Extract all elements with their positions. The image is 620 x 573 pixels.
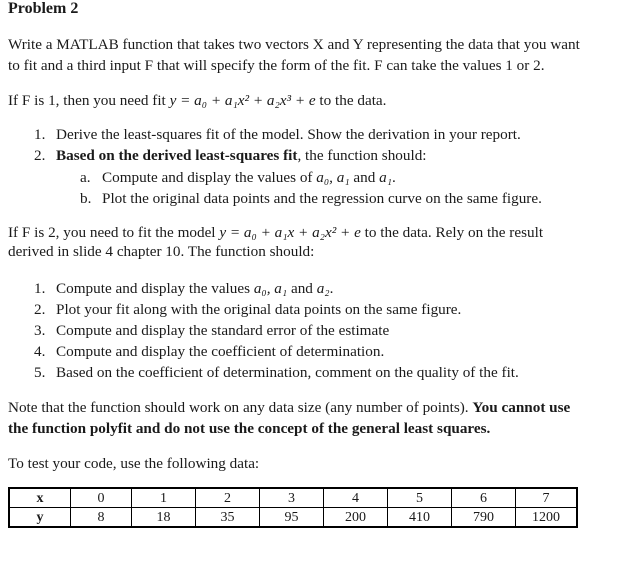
case2-item-1 — [34, 279, 333, 299]
problem-title: Problem 2 — [8, 0, 79, 17]
case1-item-1-text: Derive the least-squares fit of the model. Show the derivation in your report. — [56, 126, 521, 143]
case1-subitem-a-math2: a₁ — [379, 169, 393, 186]
case1-subitem-a-num: a. — [80, 169, 91, 186]
table-cell: 410 — [388, 508, 452, 528]
case1-subitem-a-end: . — [392, 169, 396, 186]
case1-item-2-text: , the function should: — [297, 147, 427, 164]
case2-item-1-and: and — [287, 280, 317, 297]
table-header-x: x — [9, 488, 71, 508]
table-cell: 2 — [196, 488, 260, 508]
case2-item-2-num: 2. — [34, 301, 46, 318]
test-intro: To test your code, use the following data: — [8, 455, 260, 472]
case2-item-3 — [34, 321, 389, 341]
case2-item-2 — [34, 300, 461, 320]
case2-lead: If F is 2, you need to fit the model — [8, 224, 220, 241]
case1-item-2-num: 2. — [34, 147, 46, 164]
note-line-1 — [8, 398, 570, 418]
case2-item-5 — [34, 363, 519, 383]
note-text: Note that the function should work on any data size (any number of points). — [8, 399, 473, 416]
data-table — [8, 487, 578, 528]
case2-item-4-text: Compute and display the coefficient of determination. — [56, 343, 385, 360]
table-cell: 0 — [71, 488, 132, 508]
table-cell: 1 — [132, 488, 196, 508]
table-cell: 3 — [260, 488, 324, 508]
case1-item-2 — [34, 146, 427, 166]
case2-item-1-end: . — [329, 280, 334, 297]
intro-line-1: Write a MATLAB function that takes two vectors X and Y representing the data that you want — [8, 36, 580, 53]
case2-item-5-text: Based on the coefficient of determination, comment on the quality of the fit. — [56, 364, 519, 381]
case1-lead: If F is 1, then you need fit — [8, 92, 170, 109]
case2-item-3-num: 3. — [34, 322, 46, 339]
table-cell: 790 — [452, 508, 516, 528]
case2-model: y = a₀ + a₁x + a₂x² + e — [219, 224, 361, 241]
case1-subitem-b — [80, 189, 542, 209]
case2-item-4 — [34, 342, 384, 362]
note-line-2: the function polyfit and do not use the concept of the general least squares. — [8, 420, 491, 437]
case2-item-3-text: Compute and display the standard error of the estimate — [56, 322, 390, 339]
case2-item-5-num: 5. — [34, 364, 46, 381]
case2-item-1-text: Compute and display the values — [56, 280, 254, 297]
case1-subitem-b-text: Plot the original data points and the regression curve on the same figure. — [102, 190, 542, 207]
table-cell: 5 — [388, 488, 452, 508]
case1-subitem-a-text: Compute and display the values of — [102, 169, 317, 186]
table-cell: 18 — [132, 508, 196, 528]
case1-tail: to the data. — [315, 92, 387, 109]
table-header-y: y — [9, 508, 71, 528]
case1-model: y = a₀ + a₁x² + a₂x³ + e — [169, 92, 316, 109]
case2-item-1-math: a₀, a₁ — [253, 280, 288, 297]
table-cell: 8 — [71, 508, 132, 528]
table-cell: 4 — [324, 488, 388, 508]
case2-item-4-num: 4. — [34, 343, 46, 360]
table-row-y — [9, 508, 577, 528]
case1-item-1 — [34, 125, 521, 145]
table-cell: 7 — [516, 488, 578, 508]
case1-subitem-b-num: b. — [80, 190, 92, 207]
case2-tail: to the data. Rely on the result — [360, 224, 544, 241]
note-bold-1: You cannot use — [472, 399, 571, 416]
table-cell: 95 — [260, 508, 324, 528]
case2-item-2-text: Plot your fit along with the original data points on the same figure. — [56, 301, 462, 318]
case2-statement — [8, 223, 543, 243]
case2-item-1-num: 1. — [34, 280, 46, 297]
intro-line-2: to fit and a third input F that will specify the form of the fit. F can take the values 1 or 2. — [8, 57, 545, 74]
case1-subitem-a-and: and — [349, 169, 380, 186]
case1-item-2-bold: Based on the derived least-squares fit — [56, 147, 298, 164]
table-cell: 35 — [196, 508, 260, 528]
case1-subitem-a — [80, 168, 396, 188]
table-cell: 1200 — [516, 508, 578, 528]
table-row-x — [9, 488, 577, 508]
table-cell: 200 — [324, 508, 388, 528]
table-cell: 6 — [452, 488, 516, 508]
case1-subitem-a-math: a₀, a₁ — [316, 169, 350, 186]
case1-statement — [8, 91, 386, 111]
case2-item-1-math2: a₂ — [316, 280, 330, 297]
case1-item-1-num: 1. — [34, 126, 46, 143]
case2-line-2: derived in slide 4 chapter 10. The function should: — [8, 243, 315, 260]
